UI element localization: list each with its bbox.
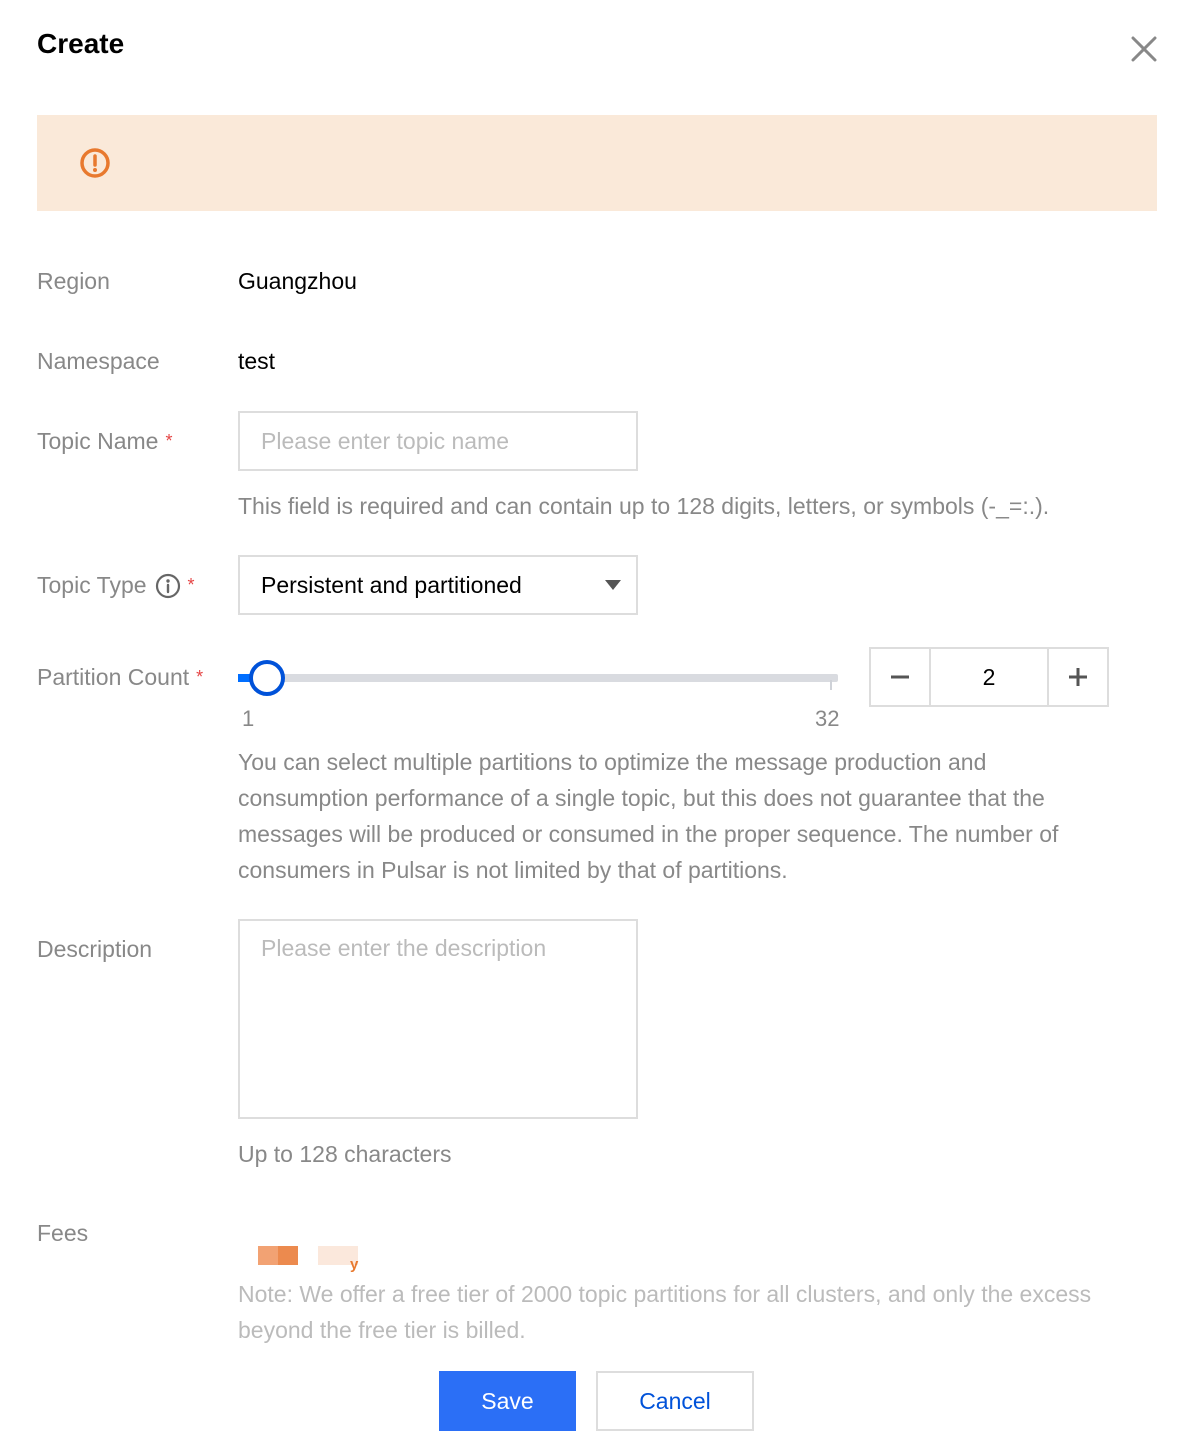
slider-rail[interactable]	[238, 674, 838, 682]
fees-note: Note: We offer a free tier of 2000 topic partitions for all clusters, and only the excess beyond the free tier is billed.	[238, 1281, 1092, 1343]
close-button[interactable]	[1128, 33, 1160, 65]
fee-price-graphic	[258, 1244, 368, 1274]
decrement-button[interactable]	[871, 649, 931, 705]
partition-count-input[interactable]	[931, 649, 1047, 705]
partition-count-hint: You can select multiple partitions to optimize the message production and consumption performance of a single topic, but this does not guarantee that the messages will be produced or consumed in the proper sequence. The number of consumers in Pulsar is not limited by that of partitions.	[238, 749, 1059, 883]
partition-count-label	[37, 664, 203, 691]
required-mark: *	[165, 431, 173, 451]
namespace-label	[37, 348, 160, 375]
slider-end-tick	[830, 680, 832, 690]
region-label	[37, 268, 110, 295]
warning-circle-icon	[79, 147, 111, 179]
topic-type-label-text: Topic Type	[37, 572, 147, 598]
required-mark: *	[187, 575, 195, 595]
fees-label	[37, 1220, 88, 1247]
topic-name-label	[37, 428, 172, 455]
required-mark: *	[196, 667, 204, 687]
description-label	[37, 936, 152, 963]
partition-count-label-text: Partition Count	[37, 664, 190, 690]
fees-label-text: Fees	[37, 1220, 89, 1246]
cancel-button[interactable]: Cancel	[596, 1371, 754, 1431]
namespace-label-text: Namespace	[37, 348, 160, 374]
topic-type-select[interactable]	[238, 555, 638, 615]
fee-price-shapes	[258, 1244, 368, 1274]
partition-count-slider[interactable]	[238, 660, 842, 696]
increment-button[interactable]	[1047, 649, 1107, 705]
topic-name-label-text: Topic Name	[37, 428, 159, 454]
description-label-text: Description	[37, 936, 153, 962]
dialog-title: Create	[37, 28, 125, 59]
namespace-value: test	[238, 348, 276, 374]
save-button[interactable]: Save	[439, 1371, 576, 1431]
slider-max-label: 32	[815, 706, 840, 731]
topic-name-input[interactable]	[238, 411, 638, 471]
fee-fragment: y	[350, 1256, 359, 1273]
topic-type-label	[37, 572, 195, 599]
close-icon	[1128, 33, 1160, 65]
alert-banner	[37, 115, 1157, 211]
region-label-text: Region	[37, 268, 110, 294]
region-value: Guangzhou	[238, 268, 357, 294]
plus-icon	[1067, 666, 1089, 688]
minus-icon	[889, 666, 911, 688]
partition-count-stepper	[869, 647, 1109, 707]
description-hint: Up to 128 characters	[238, 1141, 452, 1167]
slider-min-label: 1	[242, 706, 255, 731]
topic-type-selected: Persistent and partitioned	[261, 571, 522, 598]
info-icon[interactable]	[155, 573, 181, 599]
topic-name-hint: This field is required and can contain up to 128 digits, letters, or symbols (-_=:.).	[238, 493, 1050, 519]
caret-down-icon	[605, 580, 621, 590]
slider-handle[interactable]	[249, 660, 285, 696]
description-textarea[interactable]	[238, 919, 638, 1119]
